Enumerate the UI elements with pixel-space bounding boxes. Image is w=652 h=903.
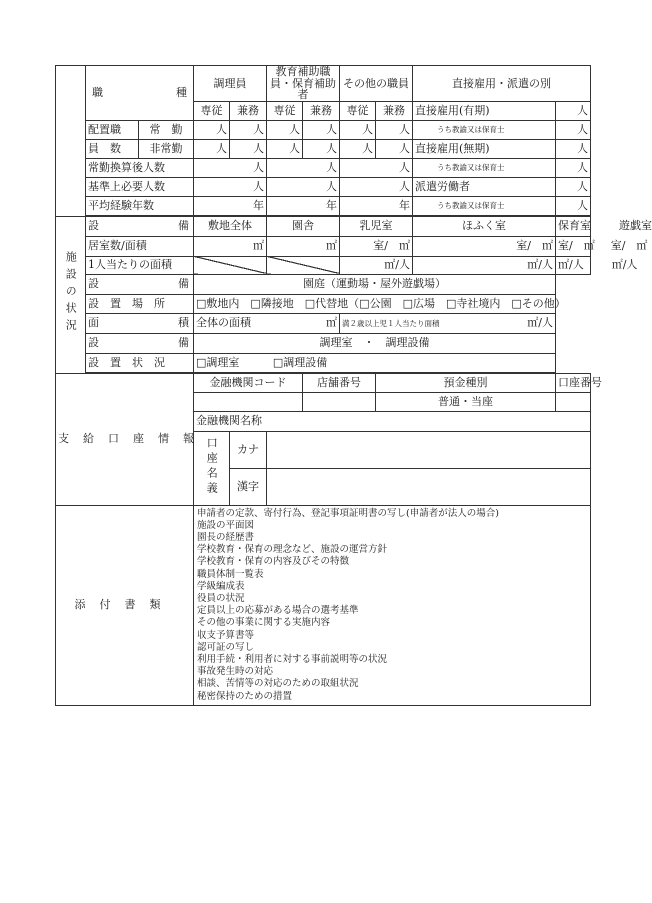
direct-open-unit[interactable]: 人 — [556, 139, 591, 158]
assist-converted[interactable]: 人 — [267, 158, 340, 177]
total-area-label: 全体の面積 — [196, 316, 251, 330]
col-play-text: 遊戯室 — [619, 219, 652, 233]
over2-area-unit: ㎡/人 — [527, 316, 553, 330]
garden-title: 園庭（運動場・屋外遊戯場） — [194, 274, 556, 294]
kanji-field[interactable] — [267, 468, 591, 505]
facility-section-text: 施設の状況 — [64, 250, 78, 336]
kana-boxes[interactable] — [267, 431, 591, 468]
bank-name-label[interactable]: 金融機関名称 — [194, 411, 591, 431]
attachment-item: その他の事業に関する実施内容 — [197, 617, 331, 629]
attachment-item: 役員の状況 — [197, 593, 245, 605]
kitchen-room-checkbox[interactable]: □調理室 — [196, 355, 240, 369]
nursery-play-area[interactable] — [556, 236, 648, 256]
garden-row — [56, 274, 591, 294]
cook-converted[interactable]: 人 — [194, 158, 267, 177]
attachments-row — [56, 505, 591, 705]
kana-label: カナ — [230, 431, 267, 468]
attachments-list — [194, 505, 591, 705]
nursery-area-text: 室/ ㎡ — [558, 239, 595, 253]
other-required[interactable]: 人 — [340, 177, 413, 196]
assist-full-label: 専従 — [267, 101, 303, 120]
of-which-fixed-unit[interactable]: 人 — [556, 120, 591, 139]
direct-dispatch-title: 直接雇用・派遣の別 — [413, 66, 591, 102]
attachment-item: 学校教育・保育の理念など、施設の運営方針 — [197, 544, 388, 556]
attachment-item: 相談、苦情等の対応のための取組状況 — [197, 678, 359, 690]
location-label: 設 置 場 所 — [86, 294, 194, 313]
over2-area-label: 満２歳以上児１人当たり面積 — [342, 319, 440, 329]
over2-area-cell[interactable] — [340, 313, 556, 333]
assist-part-label: 兼務 — [303, 101, 340, 120]
attachment-item: 学級編成表 — [197, 580, 245, 592]
infant-room-area[interactable]: 室/ ㎡ — [340, 236, 413, 256]
attachment-item: 利用手続・利用者に対する事前説明等の状況 — [197, 654, 388, 666]
attachment-item: 認可証の写し — [197, 641, 255, 653]
col-cook: 調理員 — [194, 66, 267, 102]
branch-label: 店舗番号 — [303, 373, 376, 392]
equipment-label: 設 備 — [86, 216, 194, 236]
attachment-item: 定員以上の応募がある場合の選考基準 — [197, 605, 359, 617]
kitchen-status-label: 設 置 状 況 — [86, 353, 194, 372]
attachment-item: 職員体制一覧表 — [197, 568, 264, 580]
building-per-child-na — [267, 256, 340, 274]
total-area-cell[interactable] — [194, 313, 340, 333]
col-other: その他の職員 — [340, 66, 413, 102]
play-per-child-text: ㎡/人 — [611, 258, 638, 272]
parttime-label: 非常勤 — [139, 139, 194, 158]
col-crawl-room: ほふく室 — [413, 216, 556, 236]
area-label: 面 積 — [86, 313, 194, 333]
crawl-per-child[interactable]: ㎡/人 — [413, 256, 556, 274]
bank-code-label: 金融機関コード — [194, 373, 303, 392]
play-area-text: 室/ ㎡ — [610, 239, 648, 253]
account-no-boxes[interactable] — [556, 392, 591, 411]
deposit-type-value[interactable]: 普通・当座 — [376, 392, 556, 411]
experience-label: 平均経験年数 — [86, 196, 194, 215]
job-type-header — [86, 66, 194, 121]
of-which-dispatch-text: うち教諭又は保育士 — [437, 200, 505, 210]
staff-header-row — [56, 66, 591, 102]
other-part-label: 兼務 — [376, 101, 413, 120]
nursery-play-per-child[interactable] — [556, 256, 638, 274]
kitchen-status-row — [56, 353, 591, 372]
col-infant-room: 乳児室 — [340, 216, 413, 236]
attachment-item: 学校教育・保育の内容及びその特徴 — [197, 556, 350, 568]
fulltime-label: 常 勤 — [139, 120, 194, 139]
left-margin-cell — [56, 66, 86, 217]
haichi-label-a: 配置職 — [86, 120, 139, 139]
assist-part-ft[interactable]: 人 — [303, 120, 340, 139]
of-which-open — [413, 158, 556, 177]
of-which-open-text: うち教諭又は保育士 — [437, 162, 505, 172]
assist-experience[interactable]: 年 — [267, 196, 340, 215]
required-row — [56, 177, 591, 196]
haichi-label-b: 員 数 — [86, 139, 139, 158]
assist-full-pt[interactable]: 人 — [267, 139, 303, 158]
of-which-fixed — [413, 120, 556, 139]
of-which-dispatch-unit[interactable]: 人 — [556, 196, 591, 215]
building-area[interactable]: ㎡ — [267, 236, 340, 256]
of-which-dispatch — [413, 196, 556, 215]
attachment-item: 事故発生時の対応 — [197, 666, 274, 678]
holder-text: 口座名義 — [205, 436, 219, 497]
cook-full-pt[interactable]: 人 — [194, 139, 230, 158]
payment-section-label: 支給口座情報 — [56, 373, 194, 505]
cook-required[interactable]: 人 — [194, 177, 267, 196]
other-full-pt[interactable]: 人 — [340, 139, 376, 158]
per-child-row — [56, 256, 591, 274]
location-options[interactable]: □敷地内 □隣接地 □代替地（□公園 □広場 □寺社境内 □その他） — [194, 294, 556, 313]
col-building: 園舎 — [267, 216, 340, 236]
assist-part-pt[interactable]: 人 — [303, 139, 340, 158]
crawl-room-area[interactable]: 室/ ㎡ — [413, 236, 556, 256]
kitchen-title: 調理室 ・ 調理設備 — [194, 333, 556, 353]
attachment-item: 施設の平面図 — [197, 519, 255, 531]
rooms-area-row — [56, 236, 591, 256]
job-header-right: 種 — [176, 86, 187, 100]
direct-fixed-label: 直接雇用(有期) — [413, 101, 556, 120]
job-header-left: 職 — [92, 86, 103, 100]
other-part-ft[interactable]: 人 — [376, 120, 413, 139]
infant-per-child[interactable]: ㎡/人 — [340, 256, 413, 274]
cook-full-ft[interactable]: 人 — [194, 120, 230, 139]
total-area-unit: ㎡ — [326, 316, 337, 330]
bank-header-row — [56, 373, 591, 392]
of-which-fixed-text: うち教諭又は保育士 — [437, 124, 505, 134]
of-which-open-unit[interactable]: 人 — [556, 158, 591, 177]
cook-part-ft[interactable]: 人 — [230, 120, 267, 139]
cook-full-label: 専従 — [194, 101, 230, 120]
other-full-ft[interactable]: 人 — [340, 120, 376, 139]
kitchen-equipment-label: 設 備 — [86, 333, 194, 353]
direct-open-label: 直接雇用(無期) — [413, 139, 556, 158]
application-form-table — [55, 65, 652, 706]
kanji-label: 漢字 — [230, 468, 267, 505]
attachment-item: 収支予算書等 — [197, 629, 255, 641]
cook-part-pt[interactable]: 人 — [230, 139, 267, 158]
site-per-child-na — [194, 256, 267, 274]
facility-equipment-row — [56, 216, 591, 236]
fulltime-row — [56, 120, 591, 139]
cook-experience[interactable]: 年 — [194, 196, 267, 215]
area-row — [56, 313, 591, 333]
garden-equipment-label: 設 備 — [86, 274, 194, 294]
other-experience[interactable]: 年 — [340, 196, 413, 215]
other-converted[interactable]: 人 — [340, 158, 413, 177]
rooms-area-label: 居室数/面積 — [86, 236, 194, 256]
facility-section-label — [56, 216, 86, 373]
cook-part-label: 兼務 — [230, 101, 267, 120]
other-part-pt[interactable]: 人 — [376, 139, 413, 158]
dispatch-unit[interactable]: 人 — [556, 177, 591, 196]
col-assistant: 教育補助職員・保育補助者 — [267, 66, 340, 102]
deposit-type-label: 預金種別 — [376, 373, 556, 392]
assist-required[interactable]: 人 — [267, 177, 340, 196]
col-nursery-text: 保育室 — [558, 219, 591, 233]
attachment-item: 申請者の定款、寄付行為、登記事項証明書の写し(申請者が法人の場合) — [197, 507, 499, 519]
dispatch-label: 派遣労働者 — [413, 177, 556, 196]
direct-fixed-unit[interactable]: 人 — [556, 101, 591, 120]
experience-row — [56, 196, 591, 215]
converted-label: 常勤換算後人数 — [86, 158, 194, 177]
per-child-label: 1人当たりの面積 — [86, 256, 194, 274]
kitchen-status-options — [194, 353, 556, 372]
nursery-per-child-text: ㎡/人 — [558, 258, 584, 272]
attachments-section-label: 添付書類 — [56, 505, 194, 705]
required-label: 基準上必要人数 — [86, 177, 194, 196]
location-row — [56, 294, 591, 313]
parttime-row — [56, 139, 591, 158]
attachment-item: 園長の経歴書 — [197, 532, 255, 544]
attachment-item: 秘密保持のための措置 — [197, 690, 293, 702]
assist-full-ft[interactable]: 人 — [267, 120, 303, 139]
other-full-label: 専従 — [340, 101, 376, 120]
site-area[interactable]: ㎡ — [194, 236, 267, 256]
branch-boxes[interactable] — [303, 392, 376, 411]
col-whole-site: 敷地全体 — [194, 216, 267, 236]
converted-row — [56, 158, 591, 177]
col-nursery-room — [556, 216, 652, 236]
account-no-label: 口座番号 — [556, 373, 591, 392]
kitchen-equip-checkbox[interactable]: □調理設備 — [272, 355, 328, 369]
bank-code-boxes[interactable] — [194, 392, 303, 411]
kitchen-row — [56, 333, 591, 353]
